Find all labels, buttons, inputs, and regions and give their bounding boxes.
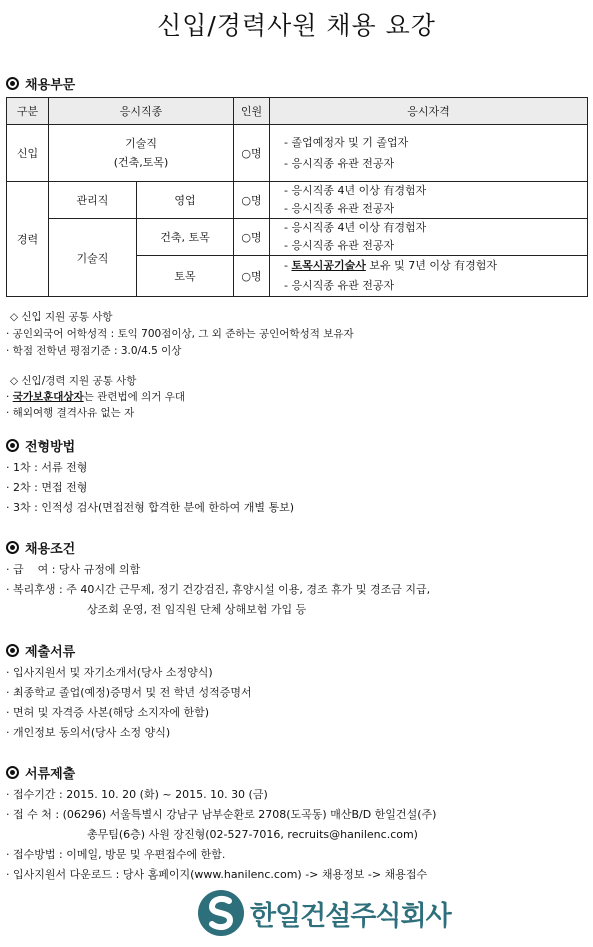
veteran-highlight: 국가보훈대상자 [12,391,84,403]
common-all-item [6,389,185,404]
qualification-cell [270,219,588,256]
recruit-heading: 채용부문 [25,78,76,93]
qualification-cell [270,256,588,297]
job-label: 기술직 [125,137,157,150]
section-process-heading [6,436,75,455]
document-item: · 입사지원서 및 자기소개서(당사 소정양식) [6,666,213,679]
job-cell: 기술직 [49,219,137,297]
process-heading: 전형방법 [25,440,76,455]
common-new-item: · 학점 전학년 평점기준 : 3.0/4.5 이상 [6,345,182,357]
qualification-line: - 응시직종 유관 전공자 [284,157,395,170]
section-bullet-icon [6,766,19,779]
qualification-line: - 졸업예정자 및 기 졸업자 [284,136,409,149]
welfare-line: 상조회 운영, 전 임직원 단체 상해보험 가입 등 [87,603,307,616]
table-header-row [7,98,588,125]
section-bullet-icon [6,541,19,554]
license-highlight: 토목시공기술사 [291,259,366,272]
company-name: 한일건설주식회사 [250,900,451,932]
type-cell: 신입 [7,125,49,182]
table-row [7,182,588,219]
section-bullet-icon [6,439,19,452]
process-item: · 1차 : 서류 전형 [6,461,88,474]
qualification-cell [270,125,588,182]
document-item: · 최종학교 졸업(예정)증명서 및 전 학년 성적증명서 [6,686,252,699]
count-cell: ○명 [234,182,270,219]
method-line: · 접수방법 : 이메일, 방문 및 우편접수에 한함. [6,848,226,861]
table-row [7,125,588,182]
conditions-heading: 채용조건 [25,542,76,557]
company-logo [198,890,451,936]
common-new-heading: ◇ 신입 지원 공통 사항 [10,311,113,323]
submission-heading: 서류제출 [25,767,76,782]
document-item: · 면허 및 자격증 사본(해당 소지자에 한함) [6,706,210,719]
job-sub-cell: 영업 [137,182,234,219]
count-cell: ○명 [234,125,270,182]
job-cell [49,125,234,182]
process-item: · 3차 : 인적성 검사(면접전형 합격한 분에 한하여 개별 통보) [6,501,295,514]
period-line: · 접수기간 : 2015. 10. 20 (화) ~ 2015. 10. 30 (금) [6,788,268,801]
qualification-line: - 응시직종 유관 전공자 [284,239,395,252]
qualification-line: - 응시직종 유관 전공자 [284,279,395,292]
section-submission-heading [6,763,75,782]
page-title: 신입/경력사원 채용 요강 [157,11,436,40]
job-sub-cell: 건축, 토목 [137,219,234,256]
job-sub-label: (건축,토목) [113,156,169,169]
count-cell: ○명 [234,256,270,297]
item-suffix: 는 관련법에 의거 우대 [83,391,186,403]
common-all-item: · 해외여행 결격사유 없는 자 [6,407,135,419]
qualification-suffix: 보유 및 7년 이상 有경험자 [365,259,497,272]
type-cell: 경력 [7,182,49,297]
address-line: · 접 수 처 : (06296) 서울특별시 강남구 남부순환로 2708(도곡동) 매산B/D 한일건설(주) [6,808,437,821]
salary-line: · 급 여 : 당사 규정에 의함 [6,563,141,576]
common-all-heading: ◇ 신입/경력 지원 공통 사항 [10,375,137,387]
section-conditions-heading [6,538,75,557]
header-cell: 인원 [234,98,270,125]
header-cell: 응시자격 [270,98,588,125]
job-cell: 관리직 [49,182,137,219]
section-bullet-icon [6,77,19,90]
job-sub-cell: 토목 [137,256,234,297]
qualification-line: - 응시직종 4년 이상 有경험자 [284,184,427,197]
header-cell: 구분 [7,98,49,125]
section-bullet-icon [6,644,19,657]
section-documents-heading [6,641,75,660]
qualification-prefix: - [284,259,292,272]
download-line: · 입사지원서 다운로드 : 당사 홈페이지(www.hanilenc.com) -> 채용정보 -> 채용접수 [6,868,428,881]
section-recruit-heading [6,74,75,93]
qualification-cell [270,182,588,219]
address-line: 총무팀(6층) 사원 장진형(02-527-7016, recruits@hanilenc.com) [87,828,418,841]
count-cell: ○명 [234,219,270,256]
header-cell: 응시직종 [49,98,234,125]
qualification-line: - 응시직종 4년 이상 有경험자 [284,221,427,234]
document-item: · 개인정보 동의서(당사 소정 양식) [6,726,171,739]
qualification-line [284,256,583,276]
recruit-table [6,97,588,297]
common-new-item: · 공인외국어 어학성적 : 토익 700점이상, 그 외 준하는 공인어학성적 보유자 [6,328,354,340]
item-prefix: · [6,391,13,403]
welfare-line: · 복리후생 : 주 40시간 근무제, 정기 건강검진, 휴양시설 이용, 경조 휴가 및 경조금 지급, [6,583,431,596]
process-item: · 2차 : 면접 전형 [6,481,88,494]
documents-heading: 제출서류 [25,645,76,660]
table-row [7,219,588,256]
qualification-line: - 응시직종 유관 전공자 [284,202,395,215]
company-emblem-icon [198,890,244,936]
